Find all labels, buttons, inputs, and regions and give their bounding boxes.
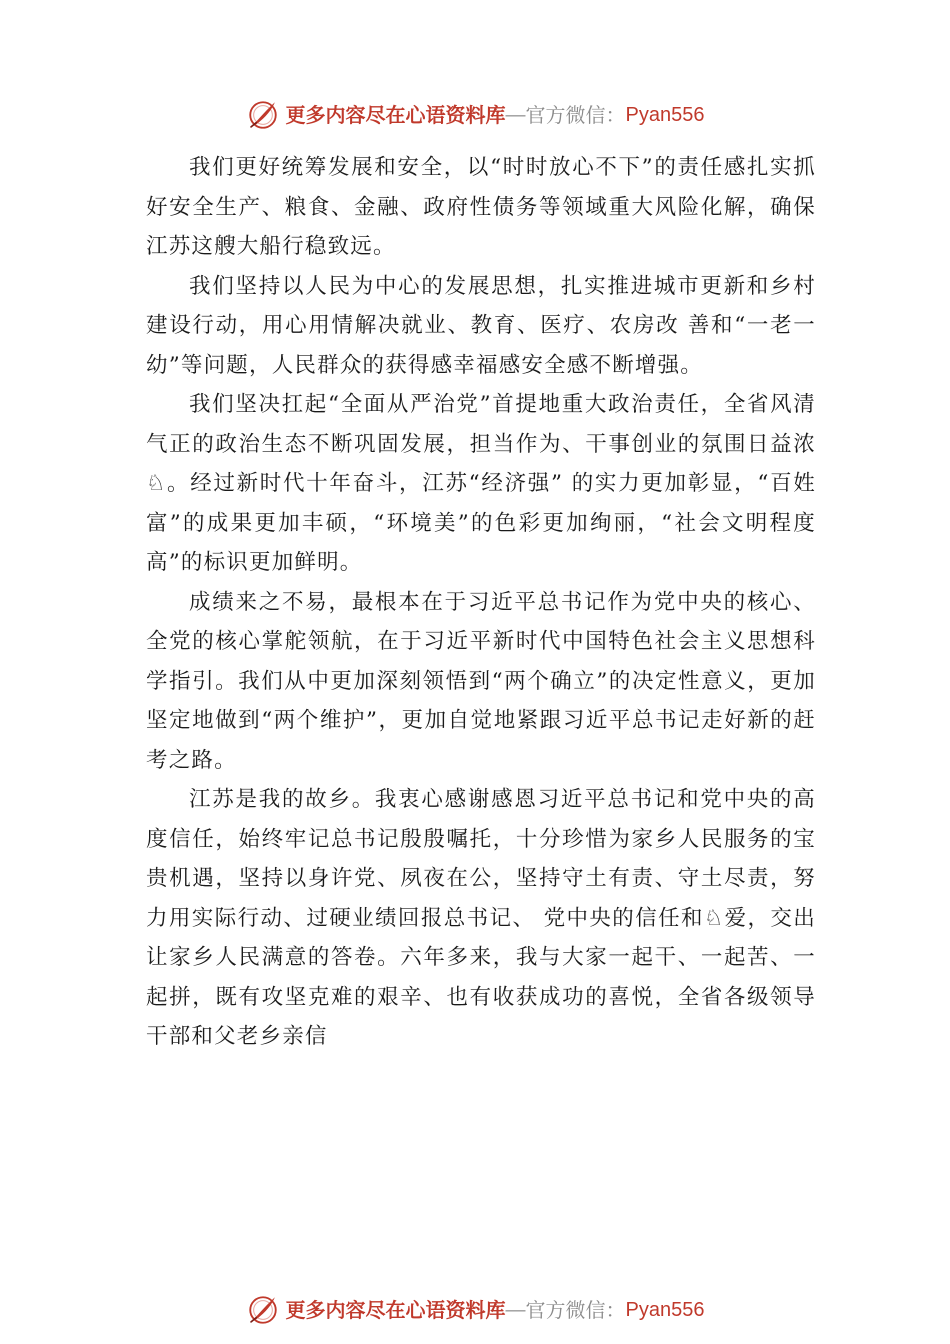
- paragraph-3: 我们坚决扛起“全面从严治党”首提地重大政治责任，全省风清气正的政治生态不断巩固发展，担当作为、干事创业的氛围日益浓♘。经过新时代十年奋斗，江苏“经济强” 的实力更加彰显，“百姓富”的成果更加丰硕，“环境美”的色彩更加绚丽，“社会文明程度高”的标识更加鲜明。: [146, 392, 816, 575]
- footer-banner: [0, 1290, 950, 1330]
- header-banner: [0, 95, 950, 135]
- banner-dash: —: [505, 104, 526, 126]
- banner-dash: —: [505, 1299, 526, 1321]
- banner-title: 更多内容尽在心语资料库: [285, 1298, 506, 1322]
- banner-title: 更多内容尽在心语资料库: [285, 103, 506, 127]
- document-body: [146, 148, 816, 1057]
- banner-wechat-id: Pyan556: [625, 1299, 705, 1321]
- quill-seal-logo-icon: [246, 1293, 280, 1327]
- paragraph-5: 江苏是我的故乡。我衷心感谢感恩习近平总书记和党中央的高度信任，始终牢记总书记殷殷嘱托，十分珍惜为家乡人民服务的宝贵机遇，坚持以身许党、夙夜在公，坚持守土有责、守土尽责，努力用实际行动、过硬业绩回报总书记、 党中央的信任和♘爱，交出让家乡人民满意的答卷。六年多来，我与大家一起干、一起苦、一起拼，既有攻坚克难的艰辛、也有收获成功的喜悦，全省各级领导干部和父老乡亲信: [146, 787, 816, 1049]
- banner-wechat-label: 官方微信：: [525, 1298, 626, 1322]
- paragraph-1: 我们更好统筹发展和安全，以“时时放心不下”的责任感扎实抓好安全生产、粮食、金融、政府性债务等领域重大风险化解，确保江苏这艘大船行稳致远。: [146, 155, 816, 259]
- banner-wechat-id: Pyan556: [625, 104, 705, 126]
- banner-text: [286, 105, 705, 125]
- quill-seal-logo-icon: [246, 98, 280, 132]
- paragraph-4: 成绩来之不易，最根本在于习近平总书记作为党中央的核心、全党的核心掌舵领航，在于习近平新时代中国特色社会主义思想科学指引。我们从中更加深刻领悟到“两个确立”的决定性意义，更加坚定地做到“两个维护”，更加自觉地紧跟习近平总书记走好新的赶考之路。: [146, 589, 816, 773]
- paragraph-2: 我们坚持以人民为中心的发展思想，扎实推进城市更新和乡村建设行动，用心用情解决就业、教育、医疗、农房改 善和“一老一幼”等问题，人民群众的获得感幸福感安全感不断增强。: [146, 273, 816, 378]
- banner-text: [286, 1300, 705, 1320]
- banner-wechat-label: 官方微信：: [525, 103, 626, 127]
